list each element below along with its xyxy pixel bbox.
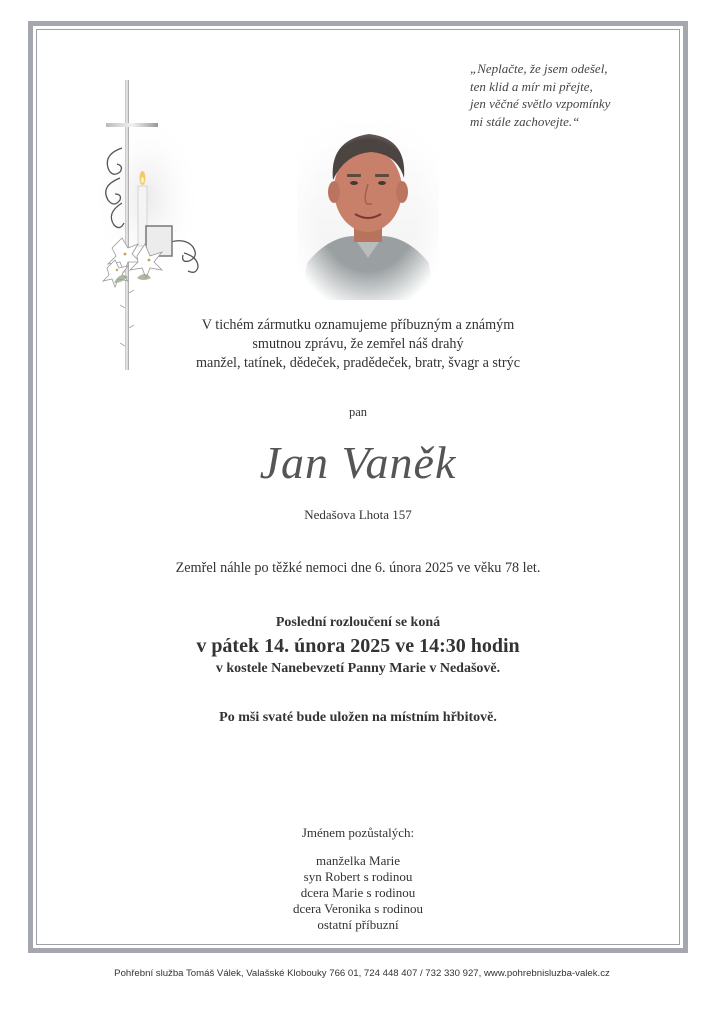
quote-line: ten klid a mír mi přejte, bbox=[470, 78, 593, 94]
quote-line: mi stále zachovejte.“ bbox=[470, 113, 580, 129]
death-notice: Zemřel náhle po těžké nemoci dne 6. února 2025 ve věku 78 let. bbox=[175, 560, 541, 576]
funeral-heading: Poslední rozloučení se koná bbox=[275, 615, 441, 630]
intro-line: V tichém zármutku oznamujeme příbuzným a známým bbox=[201, 317, 515, 333]
survivors-list bbox=[36, 853, 680, 933]
survivor-item: manželka Marie bbox=[315, 853, 401, 868]
portrait-photo bbox=[297, 118, 439, 300]
funeral-location: v kostele Nanebevzetí Panny Marie v Nedašově. bbox=[215, 661, 501, 676]
announcement-intro bbox=[36, 316, 680, 373]
survivor-item: syn Robert s rodinou bbox=[303, 869, 413, 884]
funeral-service-footer: Pohřební služba Tomáš Válek, Valašské Klobouky 766 01, 724 448 407 / 732 330 927, www.pohrebnisluzba-valek.cz bbox=[114, 968, 610, 979]
survivor-item: dcera Marie s rodinou bbox=[300, 885, 416, 900]
burial-note: Po mši svaté bude uložen na místním hřbitově. bbox=[219, 710, 497, 725]
memorial-quote bbox=[470, 60, 670, 130]
survivors-heading: Jménem pozůstalých: bbox=[301, 825, 415, 840]
funeral-date-time: v pátek 14. února 2025 ve 14:30 hodin bbox=[196, 635, 520, 657]
intro-line: smutnou zprávu, že zemřel náš drahý bbox=[252, 336, 464, 352]
honorific: pan bbox=[348, 405, 368, 419]
quote-line: jen věčné světlo vzpomínky bbox=[470, 96, 611, 111]
survivor-item: ostatní příbuzní bbox=[317, 917, 399, 932]
deceased-address: Nedašova Lhota 157 bbox=[304, 507, 412, 522]
deceased-name: Jan Vaněk bbox=[259, 437, 457, 488]
funeral-details bbox=[36, 613, 680, 679]
quote-line: „Neplačte, že jsem odešel, bbox=[470, 61, 608, 76]
survivor-item: dcera Veronika s rodinou bbox=[292, 901, 424, 916]
intro-line: manžel, tatínek, dědeček, pradědeček, bratr, švagr a strýc bbox=[195, 355, 520, 371]
